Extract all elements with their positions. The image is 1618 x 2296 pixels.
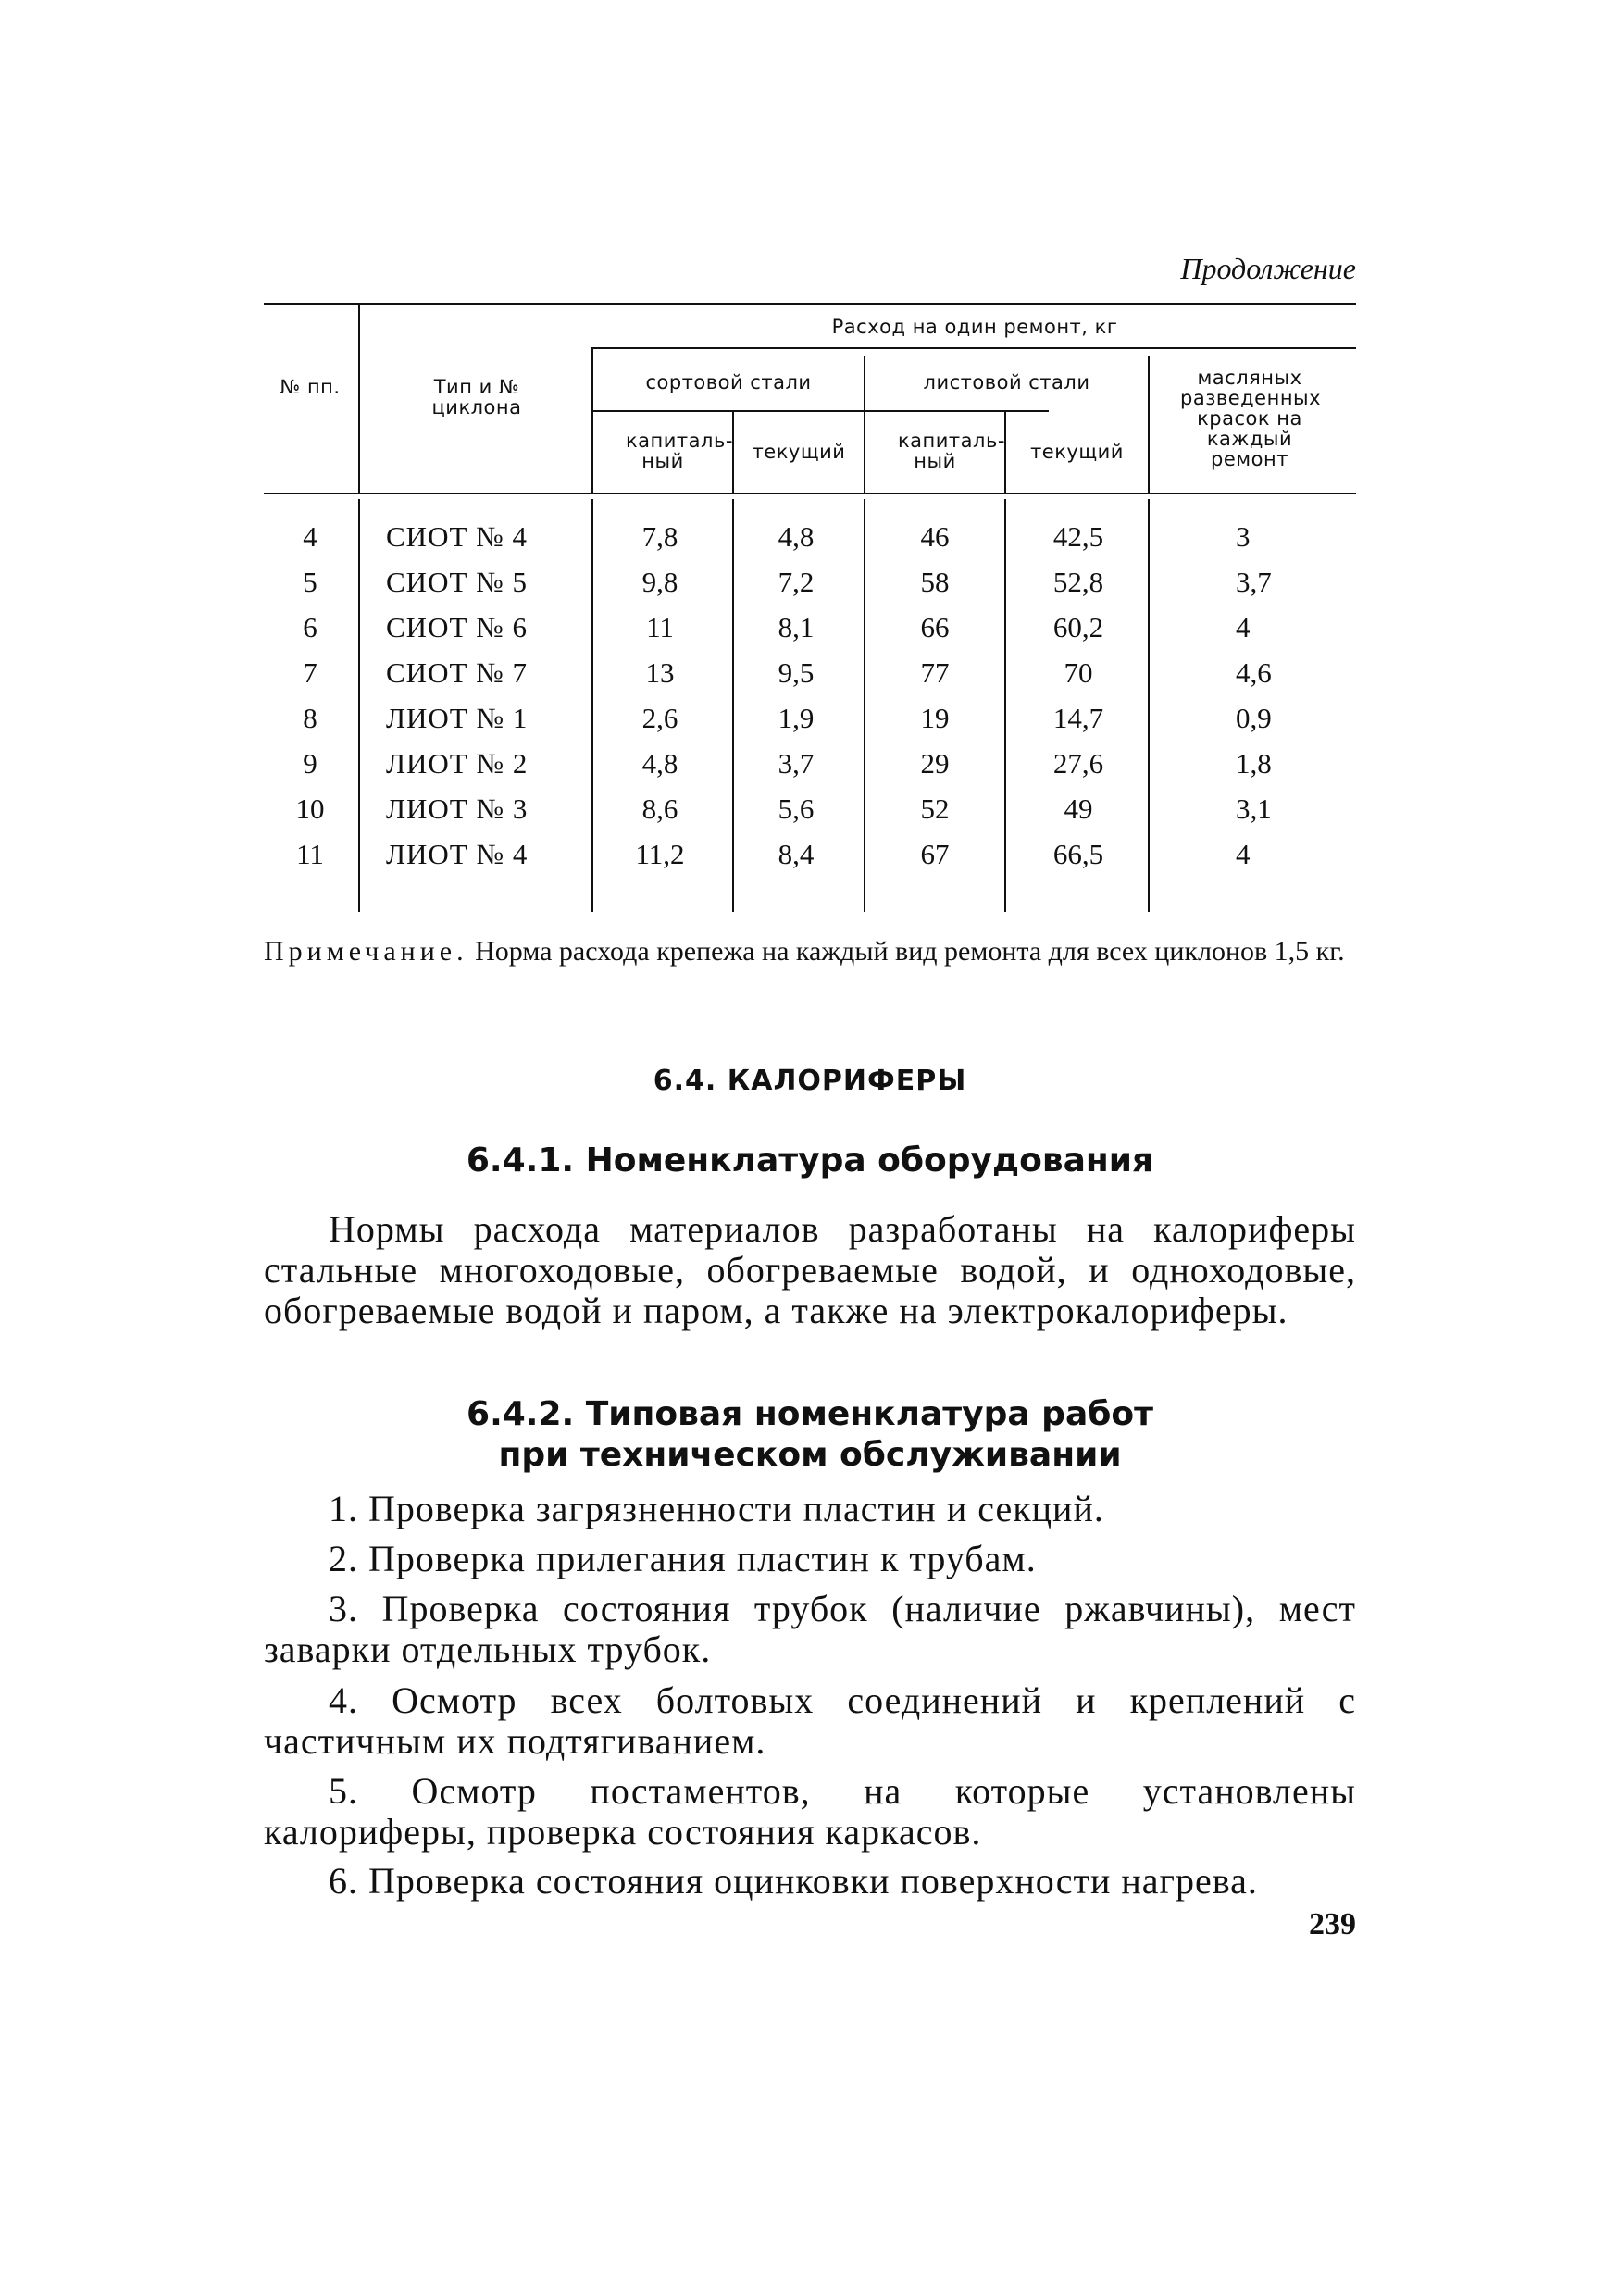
table-cell-v1: 11 xyxy=(646,611,674,643)
list-item: 6. Проверка состояния оцинковки поверхности нагрева. xyxy=(329,1860,1258,1902)
table-cell-type: ЛИОТ № 4 xyxy=(386,838,529,870)
table-cell-v4: 14,7 xyxy=(1052,702,1104,734)
table-cell-v2: 8,1 xyxy=(778,611,815,643)
table-cell-v3: 58 xyxy=(920,566,950,598)
table-cell-v3: 67 xyxy=(920,838,950,870)
table-cell-num: 6 xyxy=(303,611,317,643)
section-title-6-4-1: 6.4.1. Номенклатура оборудования xyxy=(466,1142,1154,1179)
table-cell-v1: 2,6 xyxy=(641,702,678,734)
paragraph-6-4-1 xyxy=(264,1209,1356,1331)
table-cell-num: 9 xyxy=(303,747,317,780)
table-cell-v5: 3,1 xyxy=(1236,792,1272,825)
table-cell-v2: 7,2 xyxy=(778,566,815,598)
table-cell-v4: 66,5 xyxy=(1052,838,1104,870)
col-rule xyxy=(358,305,360,493)
consumption-table xyxy=(264,301,1356,912)
table-cell-type: СИОТ № 4 xyxy=(386,520,528,553)
table-cell-v4: 42,5 xyxy=(1052,520,1104,553)
header-sheet-steel: листовой стали xyxy=(923,371,1090,393)
subheader-rule xyxy=(591,410,1049,412)
col-rule xyxy=(1148,356,1150,493)
table-cell-v5: 4 xyxy=(1236,611,1251,643)
header-current-2: текущий xyxy=(1030,441,1124,463)
table-cell-v3: 46 xyxy=(920,520,950,553)
table-cell-v2: 5,6 xyxy=(778,792,815,825)
table-cell-v2: 9,5 xyxy=(778,656,815,689)
table-cell-v3: 52 xyxy=(920,792,950,825)
table-cell-v2: 8,4 xyxy=(778,838,815,870)
continuation-label: Продолжение xyxy=(1180,252,1356,285)
table-cell-type: ЛИОТ № 1 xyxy=(386,702,529,734)
header-sort-steel: сортовой стали xyxy=(645,371,812,393)
table-row xyxy=(264,514,1356,559)
table-cell-type: СИОТ № 7 xyxy=(386,656,528,689)
header-bottom-rule xyxy=(264,493,1356,494)
table-cell-v3: 66 xyxy=(920,611,950,643)
list-item: 1. Проверка загрязненности пластин и секций. xyxy=(329,1488,1104,1529)
table-cell-v3: 19 xyxy=(920,702,950,734)
table-cell-v1: 13 xyxy=(645,656,675,689)
table-cell-v4: 70 xyxy=(1064,656,1093,689)
table-cell-v1: 11,2 xyxy=(635,838,685,870)
list-item: 5. Осмотр постаментов, на которые установлены калориферы, проверка состояния каркасов. xyxy=(264,1770,1356,1853)
header-group: Расход на один ремонт, кг xyxy=(831,316,1118,338)
table-row xyxy=(264,695,1356,741)
table-cell-type: ЛИОТ № 3 xyxy=(386,792,529,825)
table-cell-v3: 29 xyxy=(920,747,950,780)
note-lead: Примечание. xyxy=(264,936,468,967)
section-title-6-4-2-line1: 6.4.2. Типовая номенклатура работ xyxy=(467,1395,1153,1433)
table-cell-v1: 4,8 xyxy=(641,747,678,780)
table-row xyxy=(264,741,1356,786)
table-cell-v5: 4 xyxy=(1236,838,1251,870)
table-cell-v4: 52,8 xyxy=(1052,566,1104,598)
table-row xyxy=(264,786,1356,831)
section-title-6-4-2 xyxy=(264,1394,1356,1476)
table-cell-v2: 4,8 xyxy=(778,520,815,553)
list-item: 4. Осмотр всех болтовых соединений и креплений с частичным их подтягиванием. xyxy=(264,1679,1356,1762)
table-cell-v5: 4,6 xyxy=(1236,656,1272,689)
table-cell-v2: 1,9 xyxy=(778,702,815,734)
table-cell-v5: 0,9 xyxy=(1236,702,1272,734)
list-item: 3. Проверка состояния трубок (наличие ржавчины), мест заварки отдельных трубок. xyxy=(264,1588,1356,1670)
table-cell-v5: 1,8 xyxy=(1236,747,1272,780)
table-cell-num: 8 xyxy=(303,702,317,734)
table-cell-v1: 8,6 xyxy=(641,792,678,825)
paragraph-text: Нормы расхода материалов разработаны на калориферы стальные многоходовые, обогреваемые водой, и одноходовые, обогреваемые водой и паром, а также на электрокалориферы. xyxy=(264,1208,1356,1331)
section-title-6-4-2-line2: при техническом обслуживании xyxy=(498,1436,1122,1474)
header-current-1: текущий xyxy=(752,441,846,463)
table-cell-type: ЛИОТ № 2 xyxy=(386,747,529,780)
table-cell-v4: 49 xyxy=(1064,792,1093,825)
header-num: № пп. xyxy=(280,376,341,398)
table-cell-num: 4 xyxy=(303,520,317,553)
table-cell-v4: 60,2 xyxy=(1052,611,1104,643)
table-cell-type: СИОТ № 6 xyxy=(386,611,528,643)
header-capital-2: капиталь-ный xyxy=(898,430,1005,472)
table-cell-num: 10 xyxy=(295,792,325,825)
table-cell-type: СИОТ № 5 xyxy=(386,566,528,598)
table-cell-num: 11 xyxy=(296,838,324,870)
header-paints: масляных разведенных красок на каждый ремонт xyxy=(1180,367,1322,470)
group-header-rule xyxy=(591,347,1356,349)
table-cell-v4: 27,6 xyxy=(1052,747,1104,780)
table-row xyxy=(264,605,1356,650)
header-capital-1: капиталь-ный xyxy=(626,430,733,472)
table-cell-num: 5 xyxy=(303,566,317,598)
list-item: 2. Проверка прилегания пластин к трубам. xyxy=(329,1538,1037,1579)
table-cell-v5: 3,7 xyxy=(1236,566,1272,598)
table-cell-v2: 3,7 xyxy=(778,747,815,780)
table-row xyxy=(264,559,1356,605)
header-type: Тип и № циклона xyxy=(431,376,522,418)
table-cell-v1: 7,8 xyxy=(641,520,678,553)
section-title-6-4: 6.4. КАЛОРИФЕРЫ xyxy=(653,1065,967,1097)
note-text: Норма расхода крепежа на каждый вид ремонта для всех циклонов 1,5 кг. xyxy=(475,936,1345,967)
table-cell-v3: 77 xyxy=(920,656,950,689)
table-top-rule xyxy=(264,303,1356,305)
table-cell-num: 7 xyxy=(303,656,317,689)
table-cell-v5: 3 xyxy=(1236,520,1251,553)
table-row xyxy=(264,831,1356,877)
table-note xyxy=(264,935,1356,967)
table-row xyxy=(264,650,1356,695)
table-cell-v1: 9,8 xyxy=(641,566,678,598)
page-number: 239 xyxy=(1309,1907,1356,1941)
